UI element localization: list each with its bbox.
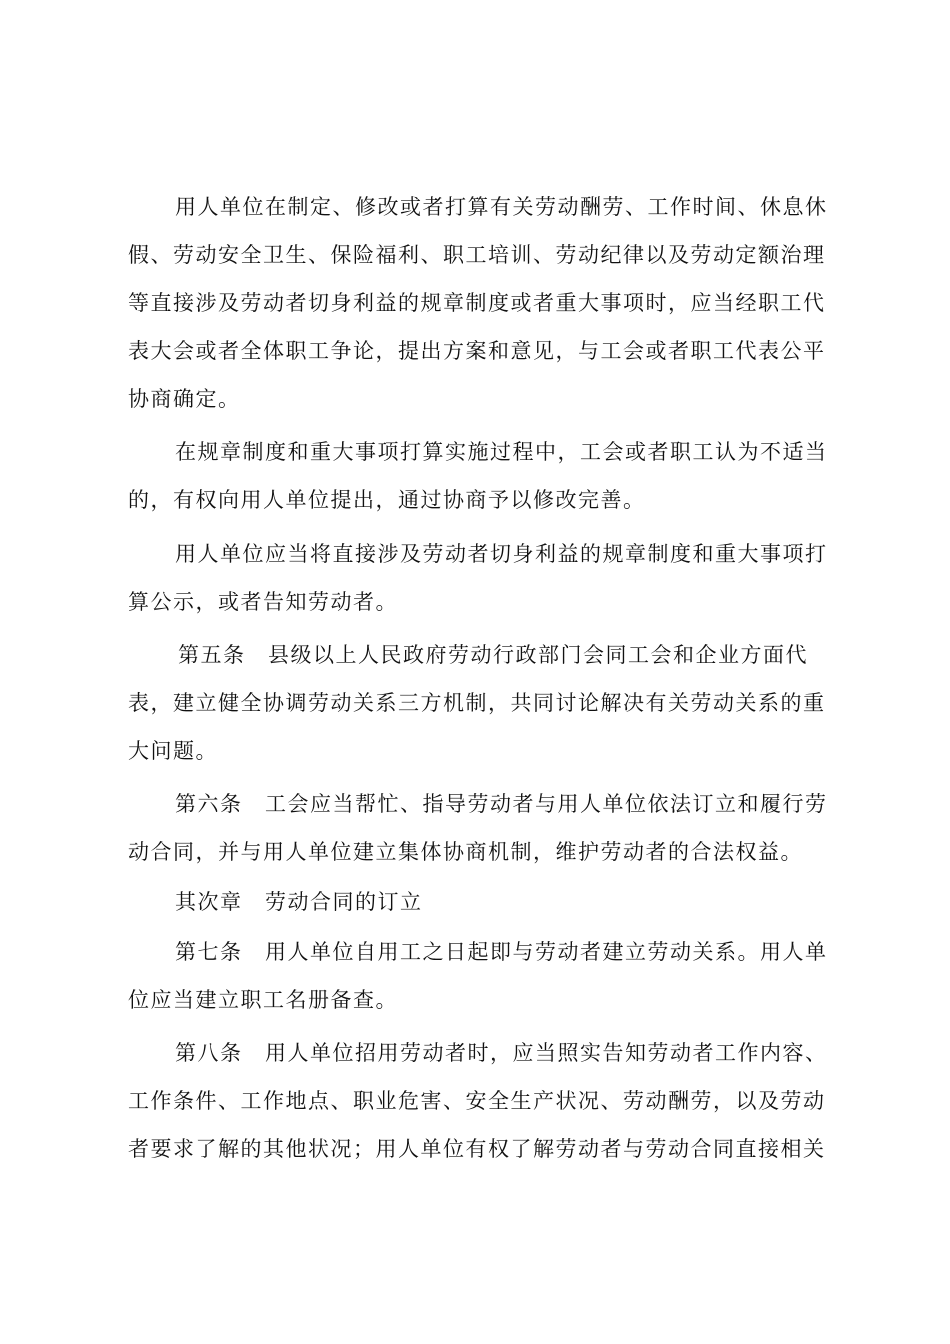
text-line bbox=[0, 688, 950, 718]
paragraph-1-line-3: 等直接涉及劳动者切身利益的规章制度或者重大事项时，应当经职工代 bbox=[128, 291, 826, 315]
article-5-line-3: 大问题。 bbox=[128, 739, 218, 763]
article-7-line-1: 第七条 用人单位自用工之日起即与劳动者建立劳动关系。用人单 bbox=[175, 940, 828, 964]
paragraph-1-line-5: 协商确定。 bbox=[128, 387, 241, 411]
paragraph-2-line-1: 在规章制度和重大事项打算实施过程中，工会或者职工认为不适当 bbox=[175, 440, 828, 464]
article-8-line-1: 第八条 用人单位招用劳动者时，应当照实告知劳动者工作内容、 bbox=[175, 1041, 828, 1065]
text-line bbox=[0, 887, 950, 917]
paragraph-1-line-4: 表大会或者全体职工争论，提出方案和意见，与工会或者职工代表公平 bbox=[128, 339, 826, 363]
paragraph-1-line-2: 假、劳动安全卫生、保险福利、职工培训、劳动纪律以及劳动定额治理 bbox=[128, 243, 826, 267]
text-line bbox=[0, 384, 950, 414]
text-line bbox=[0, 192, 950, 222]
text-line bbox=[0, 837, 950, 867]
article-5-line-1: 第五条 县级以上人民政府劳动行政部门会同工会和企业方面代 bbox=[178, 643, 808, 667]
text-line bbox=[0, 336, 950, 366]
text-line bbox=[0, 485, 950, 515]
paragraph-2-line-2: 的，有权向用人单位提出，通过协商予以修改完善。 bbox=[128, 488, 646, 512]
article-7-line-2: 位应当建立职工名册备查。 bbox=[128, 988, 398, 1012]
text-line bbox=[0, 736, 950, 766]
text-line bbox=[0, 539, 950, 569]
text-line bbox=[0, 587, 950, 617]
article-8-line-3: 者要求了解的其他状况；用人单位有权了解劳动者与劳动合同直接相关 bbox=[128, 1137, 826, 1161]
article-5-line-2: 表，建立健全协调劳动关系三方机制，共同讨论解决有关劳动关系的重 bbox=[128, 691, 826, 715]
text-line bbox=[0, 640, 950, 670]
text-line bbox=[0, 1134, 950, 1164]
paragraph-3-line-2: 算公示，或者告知劳动者。 bbox=[128, 590, 398, 614]
article-6-line-1: 第六条 工会应当帮忙、指导劳动者与用人单位依法订立和履行劳 bbox=[175, 792, 828, 816]
paragraph-1-line-1: 用人单位在制定、修改或者打算有关劳动酬劳、工作时间、休息休 bbox=[175, 195, 828, 219]
text-line bbox=[0, 789, 950, 819]
text-line bbox=[0, 288, 950, 318]
paragraph-3-line-1: 用人单位应当将直接涉及劳动者切身利益的规章制度和重大事项打 bbox=[175, 542, 828, 566]
text-line bbox=[0, 1038, 950, 1068]
text-line bbox=[0, 1086, 950, 1116]
text-line bbox=[0, 437, 950, 467]
text-line bbox=[0, 985, 950, 1015]
text-line bbox=[0, 937, 950, 967]
chapter-heading: 其次章 劳动合同的订立 bbox=[175, 890, 423, 914]
text-line bbox=[0, 240, 950, 270]
article-8-line-2: 工作条件、工作地点、职业危害、安全生产状况、劳动酬劳，以及劳动 bbox=[128, 1089, 826, 1113]
article-6-line-2: 动合同，并与用人单位建立集体协商机制，维护劳动者的合法权益。 bbox=[128, 840, 803, 864]
